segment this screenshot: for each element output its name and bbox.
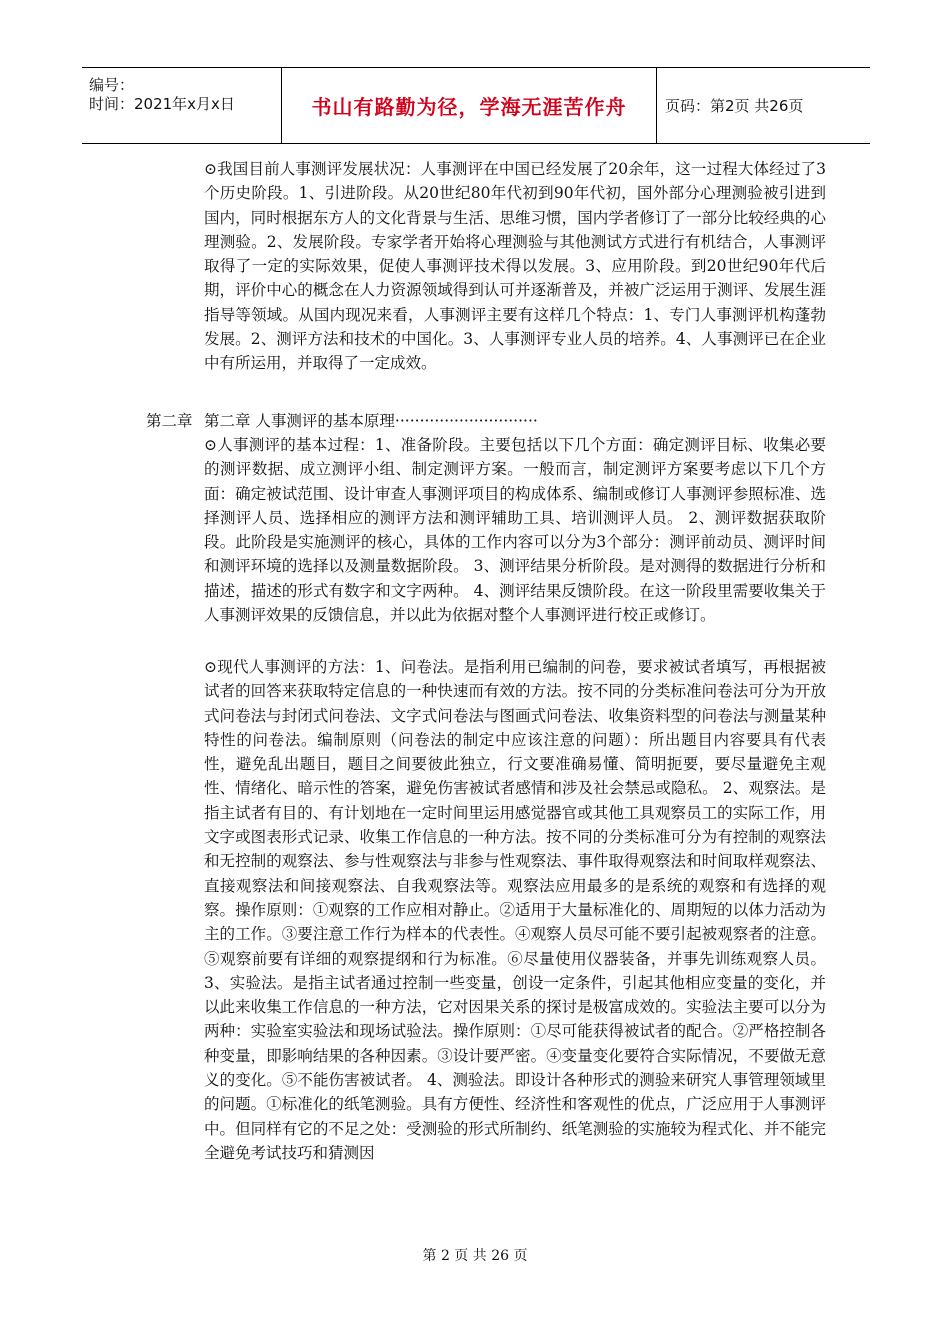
page-footer: 第 2 页 共 26 页 <box>422 1248 528 1264</box>
header-meta-cell <box>82 68 282 143</box>
paragraph-methods: ⊙现代人事测评的方法：1、问卷法。是指利用已编制的问卷，要求被试者填写，再根据被试者的回答来获取特定信息的一种快速而有效的方法。按不同的分类标准问卷法可分为开放式问卷法与封闭式问卷法、文字式问卷法与图画式问卷法、收集资料型的问卷法与测量某种特性的问卷法。编制原则（问卷法的制定中应该注意的问题）：所出题目内容要具有代表性，避免乱出题目，题目之间要彼此独立，行文要准确易懂、简明扼要，要尽量避免主观性、情绪化、暗示性的答案，避免伤害被试者感情和涉及社会禁忌或隐私。 2、观察法。是指主试者有目的、有计划地在一定时间里运用感觉器官或其他工具观察员工的实际工作，用文字或图表形式记录、收集工作信息的一种方法。按不同的分类标准可分为有控制的观察法和无控制的观察法、参与性观察法与非参与性观察法、事件取得观察法和时间取样观察法、直接观察法和间接观察法、自我观察法等。观察法应用最多的是系统的观察和有选择的观察。操作原则：①观察的工作应相对静止。②适用于大量标准化的、周期短的以体力活动为主的工作。③要注意工作行为样本的代表性。④观察人员尽可能不要引起被观察者的注意。⑤观察前要有详细的观察提纲和行为标准。⑥尽量使用仪器装备，并事先训练观察人员。 3、实验法。是指主试者通过控制一些变量，创设一定条件，引起其他相应变量的变化，并以此来收集工作信息的一种方法，它对因果关系的探讨是极富成效的。实验法主要可以分为两种：实验室实验法和现场试验法。操作原则：①尽可能获得被试者的配合。②严格控制各种变量，即影响结果的各种因素。③设计要严密。④变量变化要符合实际情况，不要做无意义的变化。⑤不能伤害被试者。 4、测验法。即设计各种形式的测验来研究人事管理领域里的问题。①标准化的纸笔测验。具有方便性、经济性和客观性的优点，广泛应用于人事测评中。但同样有它的不足之处：受测验的形式所制约、纸笔测验的实施较为程式化、并不能完全避免考试技巧和猜测因 <box>204 658 826 1162</box>
paragraph-development-status: ⊙我国目前人事测评发展状况：人事测评在中国已经发展了20余年，这一过程大体经过了3个历史阶段。1、引进阶段。从20世纪80年代初到90年代初，国外部分心理测验被引进到国内，同时根据东方人的文化背景与生活、思维习惯，国内学者修订了一部分比较经典的心理测验。2、发展阶段。专家学者开始将心理测验与其他测试方式进行有机结合，人事测评取得了一定的实际效果，促使人事测评技术得以发展。3、应用阶段。到20世纪90年代后期，评价中心的概念在人力资源领域得到认可并逐渐普及，并被广泛运用于测评、发展生涯指导等领域。从国内现况来看，人事测评主要有这样几个特点：1、专门人事测评机构蓬勃发展。2、测评方法和技术的中国化。3、人事测评专业人员的培养。4、人事测评已在企业中有所运用，并取得了一定成效。 <box>204 160 826 373</box>
time-label: 时间：2021年x月x日 <box>89 95 235 113</box>
header-motto-cell <box>282 68 657 143</box>
chapter-title: 第二章 人事测评的基本原理····························· <box>204 412 538 430</box>
header-page-cell <box>657 68 870 143</box>
paragraph-basic-process: ⊙人事测评的基本过程：1、准备阶段。主要包括以下几个方面：确定测评目标、收集必要的测评数据、成立测评小组、制定测评方案。一般而言，制定测评方案要考虑以下几个方面：确定被试范围、设计审查人事测评项目的构成体系、编制或修订人事测评参照标准、选择测评人员、选择相应的测评方法和测评辅助工具、培训测评人员。 2、测评数据获取阶段。此阶段是实施测评的核心，具体的工作内容可以分为3个部分：测评前动员、测评时间和测评环境的选择以及测量数据阶段。 3、测评结果分析阶段。是对测得的数据进行分析和描述，描述的形式有数字和文字两种。 4、测评结果反馈阶段。在这一阶段里需要收集关于人事测评效果的反馈信息，并以此为依据对整个人事测评进行校正或修订。 <box>204 436 826 625</box>
number-label: 编号： <box>89 76 135 94</box>
chapter-label: 第二章 <box>146 412 193 430</box>
page-info: 页码：第2页 共26页 <box>665 97 804 115</box>
motto-text: 书山有路勤为径，学海无涯苦作舟 <box>311 95 627 119</box>
document-header <box>82 67 870 144</box>
